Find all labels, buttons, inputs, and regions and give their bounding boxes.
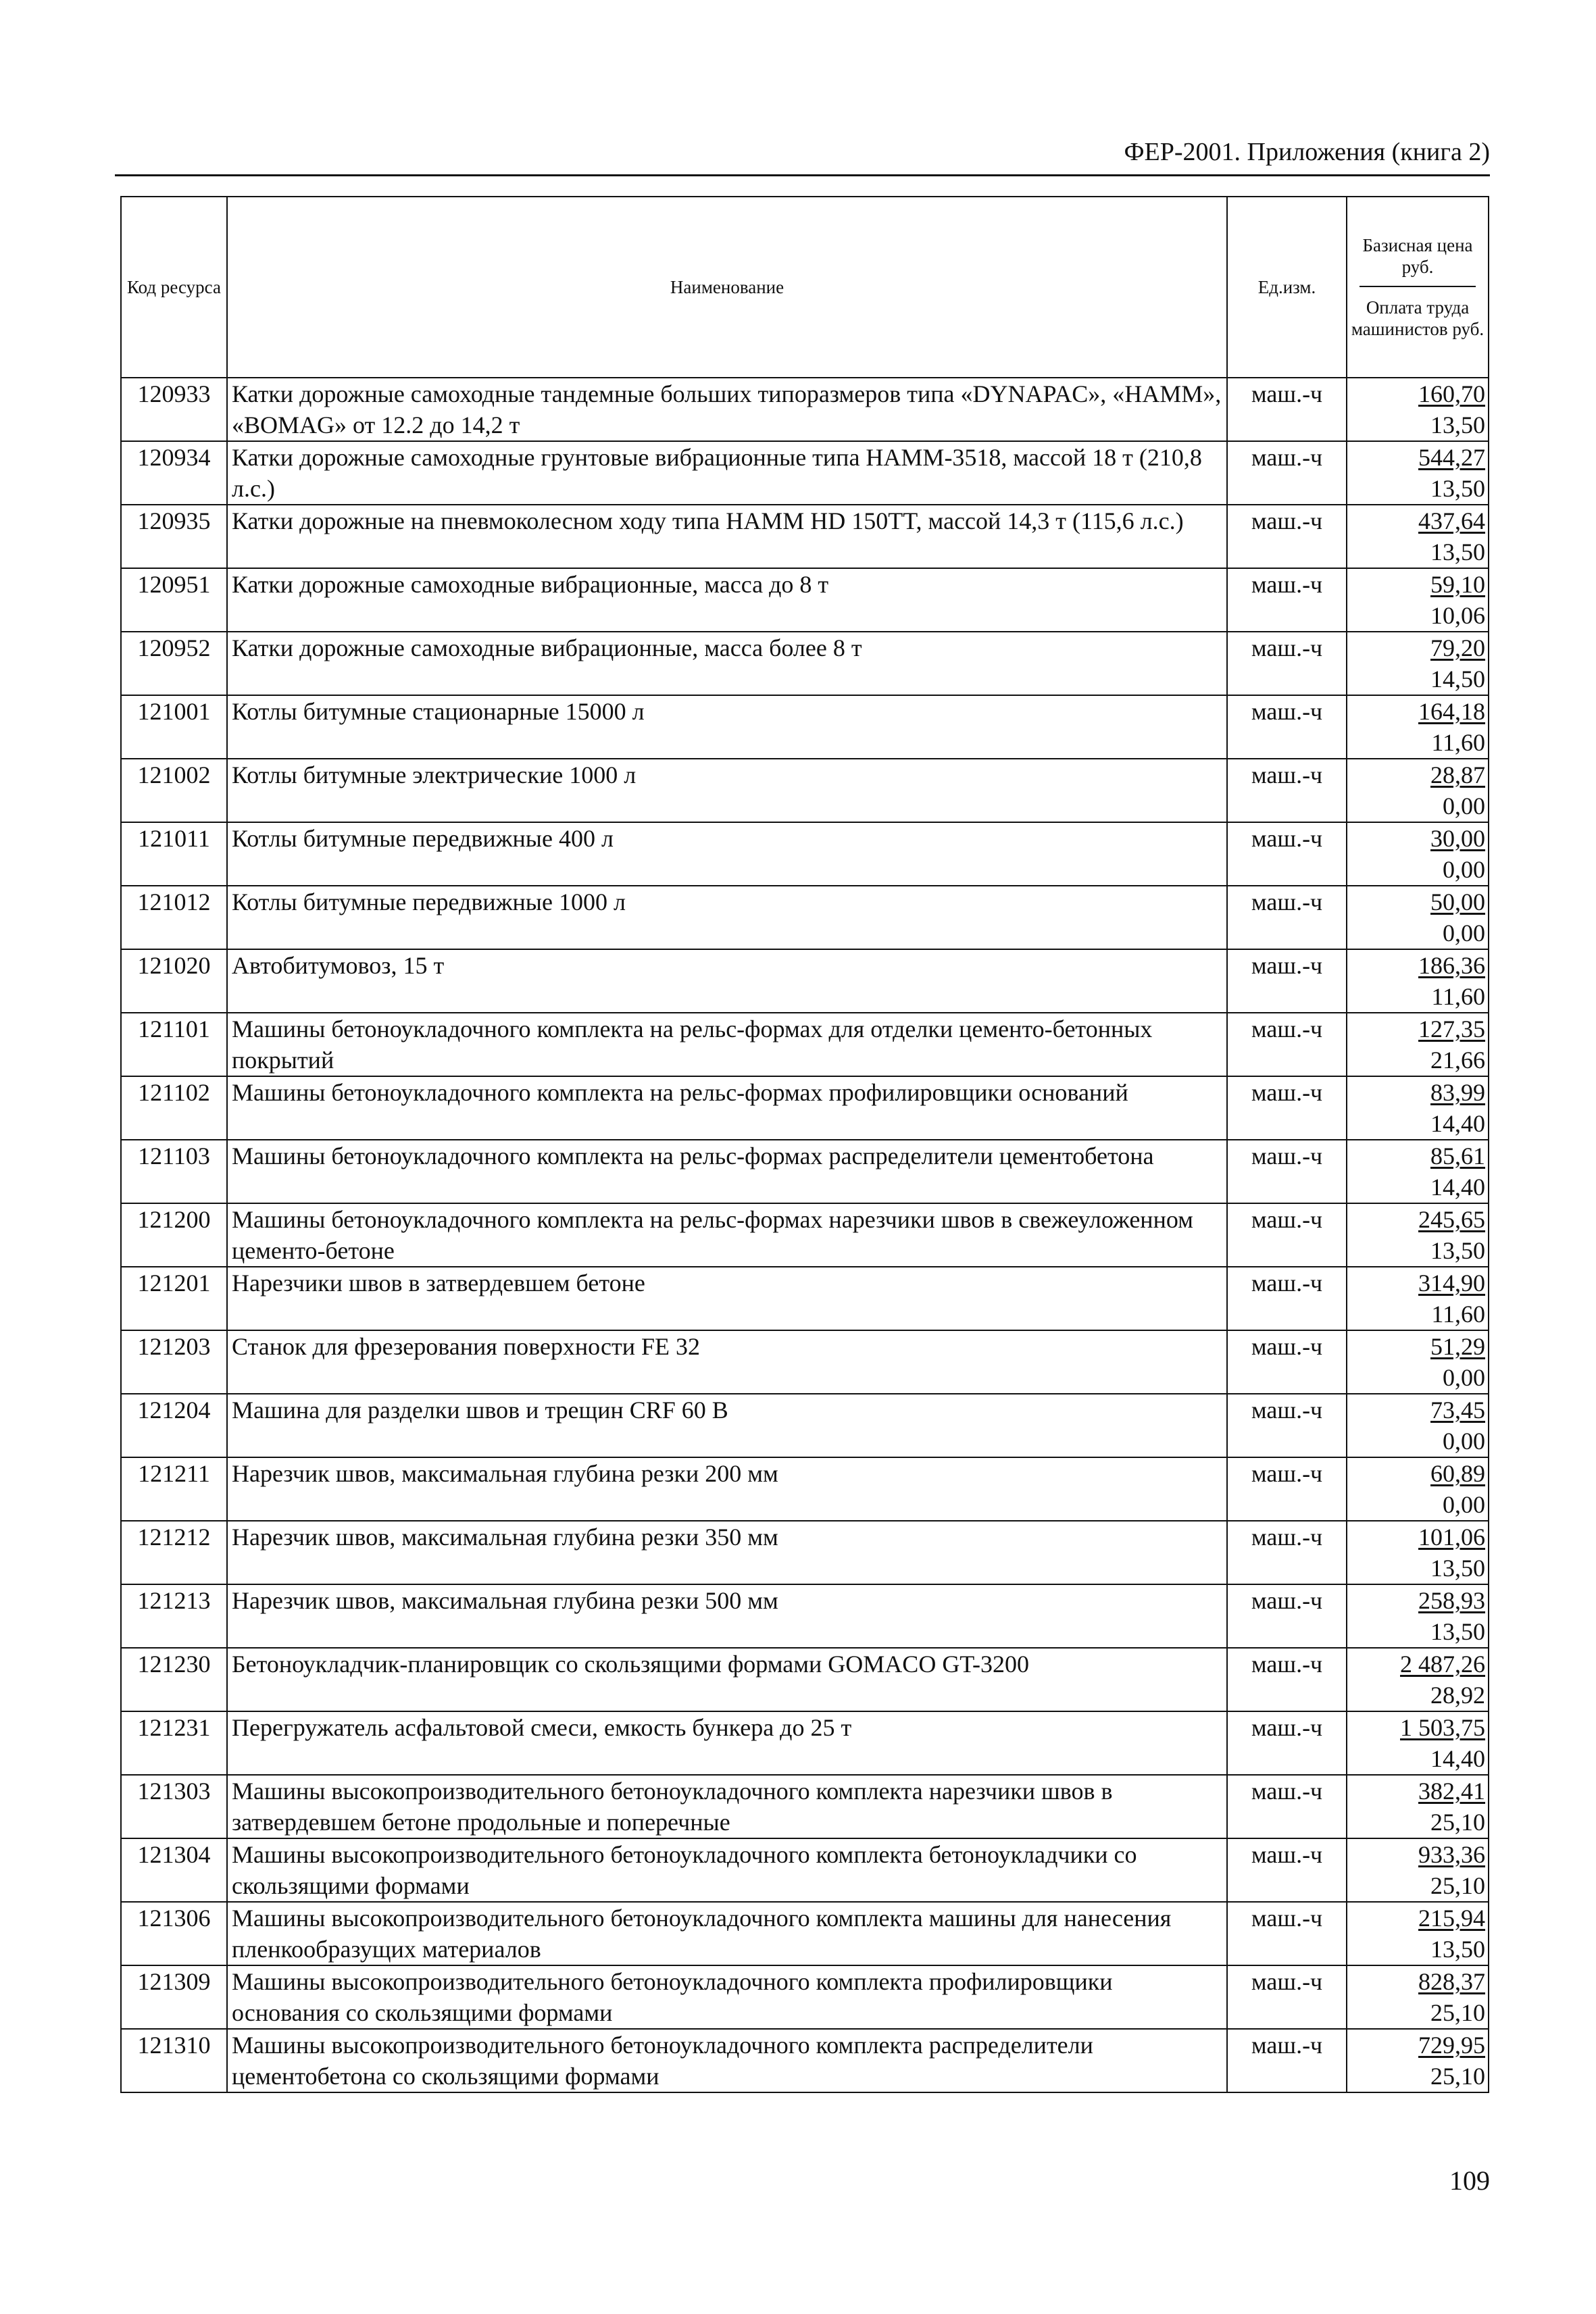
operator-wage: 0,00 — [1443, 793, 1485, 820]
table-row — [121, 568, 1489, 632]
price-cell — [1347, 1457, 1489, 1521]
price-cell — [1347, 822, 1489, 886]
resource-name: Нарезчик швов, максимальная глубина резки 200 мм — [227, 1457, 1227, 1521]
resource-code: 121303 — [121, 1775, 227, 1838]
table-row — [121, 1203, 1489, 1267]
operator-wage: 0,00 — [1443, 1491, 1485, 1518]
price-cell — [1347, 1775, 1489, 1838]
resource-code: 121309 — [121, 1965, 227, 2029]
table-row — [121, 1140, 1489, 1203]
price-cell — [1347, 1838, 1489, 1902]
base-price: 245,65 — [1418, 1206, 1485, 1233]
operator-wage: 14,40 — [1430, 1174, 1485, 1201]
resource-code: 121012 — [121, 886, 227, 949]
resource-name: Машина для разделки швов и трещин CRF 60 B — [227, 1394, 1227, 1457]
table-row — [121, 505, 1489, 568]
operator-wage: 11,60 — [1431, 983, 1485, 1010]
table-row — [121, 1902, 1489, 1965]
operator-wage: 0,00 — [1443, 1428, 1485, 1455]
resource-code: 120951 — [121, 568, 227, 632]
resource-name: Машины бетоноукладочного комплекта на рельс-формах для отделки цементо-бетонных покрытий — [227, 1013, 1227, 1076]
table-row — [121, 1584, 1489, 1648]
price-cell — [1347, 505, 1489, 568]
price-cell — [1347, 1711, 1489, 1775]
unit-of-measure: маш.-ч — [1227, 1648, 1347, 1711]
table-row — [121, 632, 1489, 695]
unit-of-measure: маш.-ч — [1227, 886, 1347, 949]
resource-name: Автобитумовоз, 15 т — [227, 949, 1227, 1013]
price-cell — [1347, 1076, 1489, 1140]
price-cell — [1347, 1584, 1489, 1648]
resource-code: 120933 — [121, 378, 227, 441]
header-price — [1347, 197, 1489, 378]
resource-name: Машины высокопроизводительного бетоноукладочного комплекта нарезчики швов в затвердевшем бетоне продольные и поперечные — [227, 1775, 1227, 1838]
resource-name: Нарезчики швов в затвердевшем бетоне — [227, 1267, 1227, 1330]
unit-of-measure: маш.-ч — [1227, 1521, 1347, 1584]
table-row — [121, 1711, 1489, 1775]
operator-wage: 13,50 — [1430, 1936, 1485, 1963]
price-cell — [1347, 632, 1489, 695]
base-price: 83,99 — [1430, 1079, 1485, 1106]
resource-name: Машины бетоноукладочного комплекта на рельс-формах профилировщики оснований — [227, 1076, 1227, 1140]
resource-name: Нарезчик швов, максимальная глубина резки 500 мм — [227, 1584, 1227, 1648]
base-price: 79,20 — [1430, 634, 1485, 661]
price-cell — [1347, 378, 1489, 441]
base-price: 60,89 — [1430, 1460, 1485, 1487]
price-cell — [1347, 1902, 1489, 1965]
table-row — [121, 1965, 1489, 2029]
price-cell — [1347, 1965, 1489, 2029]
resource-code: 121203 — [121, 1330, 227, 1394]
unit-of-measure: маш.-ч — [1227, 1711, 1347, 1775]
resource-name: Котлы битумные передвижные 1000 л — [227, 886, 1227, 949]
operator-wage: 11,60 — [1431, 1301, 1485, 1328]
unit-of-measure: маш.-ч — [1227, 1076, 1347, 1140]
resource-code: 121211 — [121, 1457, 227, 1521]
resource-code: 121304 — [121, 1838, 227, 1902]
operator-wage: 28,92 — [1430, 1682, 1485, 1709]
page-number: 109 — [1449, 2165, 1490, 2196]
resource-name: Машины бетоноукладочного комплекта на рельс-формах нарезчики швов в свежеуложенном цементо-бетоне — [227, 1203, 1227, 1267]
base-price: 127,35 — [1418, 1015, 1485, 1042]
operator-wage: 25,10 — [1430, 1809, 1485, 1836]
price-cell — [1347, 1521, 1489, 1584]
unit-of-measure: маш.-ч — [1227, 1457, 1347, 1521]
resource-price-table — [120, 196, 1489, 2093]
price-cell — [1347, 1330, 1489, 1394]
table-row — [121, 1521, 1489, 1584]
resource-code: 121204 — [121, 1394, 227, 1457]
base-price: 51,29 — [1430, 1333, 1485, 1360]
resource-name: Станок для фрезерования поверхности FE 32 — [227, 1330, 1227, 1394]
resource-name: Перегружатель асфальтовой смеси, емкость бункера до 25 т — [227, 1711, 1227, 1775]
price-cell — [1347, 568, 1489, 632]
operator-wage: 11,60 — [1431, 729, 1485, 756]
unit-of-measure: маш.-ч — [1227, 1394, 1347, 1457]
price-cell — [1347, 1267, 1489, 1330]
table-row — [121, 1457, 1489, 1521]
resource-code: 121230 — [121, 1648, 227, 1711]
base-price: 160,70 — [1418, 380, 1485, 407]
price-cell — [1347, 1648, 1489, 1711]
resource-code: 121103 — [121, 1140, 227, 1203]
table-row — [121, 2029, 1489, 2092]
table-row — [121, 1648, 1489, 1711]
unit-of-measure: маш.-ч — [1227, 1203, 1347, 1267]
resource-code: 121101 — [121, 1013, 227, 1076]
unit-of-measure: маш.-ч — [1227, 505, 1347, 568]
unit-of-measure: маш.-ч — [1227, 1584, 1347, 1648]
unit-of-measure: маш.-ч — [1227, 632, 1347, 695]
header-unit: Ед.изм. — [1227, 197, 1347, 378]
operator-wage: 13,50 — [1430, 475, 1485, 502]
header-code: Код ресурса — [121, 197, 227, 378]
operator-wage: 25,10 — [1430, 1999, 1485, 2026]
resource-code: 120952 — [121, 632, 227, 695]
table-row — [121, 1267, 1489, 1330]
base-price: 382,41 — [1418, 1778, 1485, 1805]
unit-of-measure: маш.-ч — [1227, 1965, 1347, 2029]
operator-wage: 14,50 — [1430, 665, 1485, 693]
price-cell — [1347, 1203, 1489, 1267]
price-cell — [1347, 441, 1489, 505]
operator-wage: 13,50 — [1430, 1237, 1485, 1264]
resource-name: Котлы битумные электрические 1000 л — [227, 759, 1227, 822]
price-cell — [1347, 759, 1489, 822]
base-price: 828,37 — [1418, 1968, 1485, 1995]
unit-of-measure: маш.-ч — [1227, 1775, 1347, 1838]
table-row — [121, 1838, 1489, 1902]
base-price: 101,06 — [1418, 1524, 1485, 1551]
table-row — [121, 822, 1489, 886]
operator-wage: 13,50 — [1430, 411, 1485, 438]
operator-wage: 13,50 — [1430, 538, 1485, 565]
operator-wage: 0,00 — [1443, 920, 1485, 947]
operator-wage: 10,06 — [1430, 602, 1485, 629]
price-cell — [1347, 949, 1489, 1013]
base-price: 85,61 — [1430, 1142, 1485, 1169]
resource-name: Катки дорожные самоходные грунтовые вибрационные типа HAMM-3518, массой 18 т (210,8 л.с.) — [227, 441, 1227, 505]
table-body — [121, 378, 1489, 2092]
base-price: 215,94 — [1418, 1905, 1485, 1932]
page-header-title: ФЕР-2001. Приложения (книга 2) — [1124, 138, 1490, 166]
resource-code: 121231 — [121, 1711, 227, 1775]
base-price: 186,36 — [1418, 952, 1485, 979]
resource-code: 121310 — [121, 2029, 227, 2092]
unit-of-measure: маш.-ч — [1227, 378, 1347, 441]
table-header-row — [121, 197, 1489, 378]
unit-of-measure: маш.-ч — [1227, 1267, 1347, 1330]
base-price: 314,90 — [1418, 1269, 1485, 1297]
resource-name: Машины высокопроизводительного бетоноукладочного комплекта бетоноукладчики со скользящими формами — [227, 1838, 1227, 1902]
operator-wage: 14,40 — [1430, 1745, 1485, 1772]
resource-name: Машины высокопроизводительного бетоноукладочного комплекта распределители цементобетона со скользящими формами — [227, 2029, 1227, 2092]
unit-of-measure: маш.-ч — [1227, 695, 1347, 759]
table-row — [121, 1394, 1489, 1457]
resource-code: 121102 — [121, 1076, 227, 1140]
base-price: 544,27 — [1418, 444, 1485, 471]
unit-of-measure: маш.-ч — [1227, 822, 1347, 886]
unit-of-measure: маш.-ч — [1227, 1140, 1347, 1203]
unit-of-measure: маш.-ч — [1227, 949, 1347, 1013]
unit-of-measure: маш.-ч — [1227, 759, 1347, 822]
price-cell — [1347, 2029, 1489, 2092]
unit-of-measure: маш.-ч — [1227, 2029, 1347, 2092]
price-cell — [1347, 695, 1489, 759]
resource-code: 121212 — [121, 1521, 227, 1584]
header-price-base: Базисная цена руб. — [1362, 235, 1473, 277]
table-row — [121, 378, 1489, 441]
base-price: 30,00 — [1430, 825, 1485, 852]
table-row — [121, 441, 1489, 505]
base-price: 59,10 — [1430, 571, 1485, 598]
base-price: 1 503,75 — [1400, 1714, 1485, 1741]
resource-code: 121020 — [121, 949, 227, 1013]
header-price-divider — [1360, 286, 1476, 287]
operator-wage: 14,40 — [1430, 1110, 1485, 1137]
operator-wage: 13,50 — [1430, 1555, 1485, 1582]
table-row — [121, 949, 1489, 1013]
unit-of-measure: маш.-ч — [1227, 1838, 1347, 1902]
resource-code: 120934 — [121, 441, 227, 505]
base-price: 164,18 — [1418, 698, 1485, 725]
operator-wage: 0,00 — [1443, 856, 1485, 883]
base-price: 258,93 — [1418, 1587, 1485, 1614]
resource-name: Катки дорожные самоходные вибрационные, масса до 8 т — [227, 568, 1227, 632]
base-price: 729,95 — [1418, 2032, 1485, 2059]
base-price: 933,36 — [1418, 1841, 1485, 1868]
header-price-wage: Оплата труда машинистов руб. — [1351, 297, 1485, 339]
resource-name: Машины высокопроизводительного бетоноукладочного комплекта машины для нанесения пленкообразущих материалов — [227, 1902, 1227, 1965]
operator-wage: 13,50 — [1430, 1618, 1485, 1645]
price-cell — [1347, 1394, 1489, 1457]
resource-name: Машины бетоноукладочного комплекта на рельс-формах распределители цементобетона — [227, 1140, 1227, 1203]
resource-name: Котлы битумные стационарные 15000 л — [227, 695, 1227, 759]
resource-code: 121201 — [121, 1267, 227, 1330]
resource-code: 121001 — [121, 695, 227, 759]
resource-code: 121213 — [121, 1584, 227, 1648]
price-cell — [1347, 886, 1489, 949]
table-row — [121, 886, 1489, 949]
unit-of-measure: маш.-ч — [1227, 1330, 1347, 1394]
resource-code: 121200 — [121, 1203, 227, 1267]
header-name: Наименование — [227, 197, 1227, 378]
resource-code: 121002 — [121, 759, 227, 822]
table-row — [121, 1330, 1489, 1394]
resource-name: Машины высокопроизводительного бетоноукладочного комплекта профилировщики основания со скользящими формами — [227, 1965, 1227, 2029]
resource-code: 120935 — [121, 505, 227, 568]
table-row — [121, 759, 1489, 822]
price-cell — [1347, 1140, 1489, 1203]
operator-wage: 25,10 — [1430, 2063, 1485, 2090]
base-price: 50,00 — [1430, 888, 1485, 915]
resource-name: Катки дорожные самоходные вибрационные, масса более 8 т — [227, 632, 1227, 695]
resource-name: Бетоноукладчик-планировщик со скользящими формами GOMACO GT-3200 — [227, 1648, 1227, 1711]
resource-name: Нарезчик швов, максимальная глубина резки 350 мм — [227, 1521, 1227, 1584]
unit-of-measure: маш.-ч — [1227, 1013, 1347, 1076]
header-rule — [115, 174, 1490, 176]
resource-code: 121011 — [121, 822, 227, 886]
unit-of-measure: маш.-ч — [1227, 441, 1347, 505]
price-cell — [1347, 1013, 1489, 1076]
base-price: 437,64 — [1418, 507, 1485, 534]
table-row — [121, 695, 1489, 759]
unit-of-measure: маш.-ч — [1227, 1902, 1347, 1965]
table-row — [121, 1013, 1489, 1076]
base-price: 73,45 — [1430, 1397, 1485, 1424]
resource-name: Котлы битумные передвижные 400 л — [227, 822, 1227, 886]
resource-code: 121306 — [121, 1902, 227, 1965]
resource-name: Катки дорожные на пневмоколесном ходу типа HAMM HD 150TT, массой 14,3 т (115,6 л.с.) — [227, 505, 1227, 568]
unit-of-measure: маш.-ч — [1227, 568, 1347, 632]
operator-wage: 21,66 — [1430, 1047, 1485, 1074]
operator-wage: 0,00 — [1443, 1364, 1485, 1391]
table-row — [121, 1076, 1489, 1140]
base-price: 2 487,26 — [1400, 1651, 1485, 1678]
operator-wage: 25,10 — [1430, 1872, 1485, 1899]
resource-name: Катки дорожные самоходные тандемные больших типоразмеров типа «DYNAPAC», «HAMM», «BOMAG» от 12.2 до 14,2 т — [227, 378, 1227, 441]
base-price: 28,87 — [1430, 761, 1485, 788]
table-row — [121, 1775, 1489, 1838]
